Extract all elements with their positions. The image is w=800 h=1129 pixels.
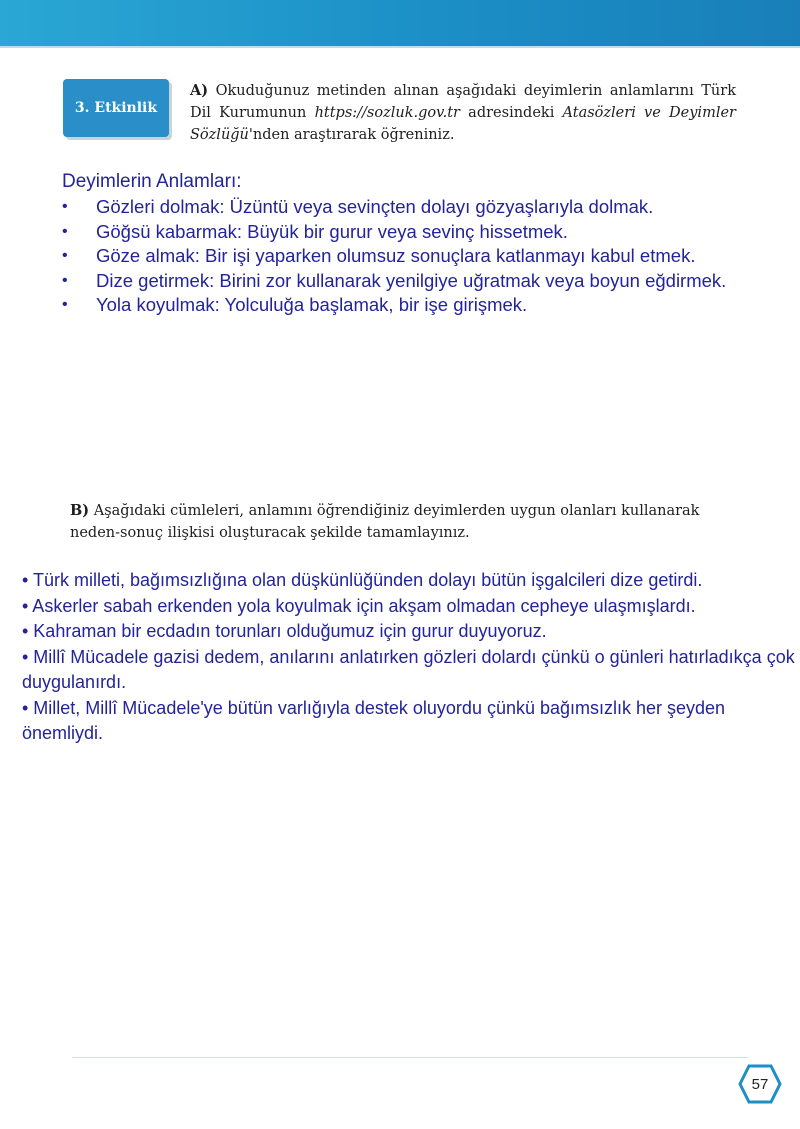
bullet: •: [62, 222, 68, 240]
activity-badge-label: 3. Etkinlik: [74, 100, 158, 116]
completed-sentences-list: [22, 568, 797, 747]
part-a-text-2: adresindeki: [459, 105, 563, 121]
idiom-meanings-list: [62, 195, 792, 318]
list-item: [62, 293, 792, 318]
bullet: •: [62, 247, 68, 264]
part-b-text: Aşağıdaki cümleleri, anlamını öğrendiğiniz deyimlerden uygun olanları kullanarak neden-sonuç ilişkisi oluşturacak şekilde tamamlayınız.: [70, 503, 700, 541]
activity-badge: [63, 79, 169, 137]
list-item: [62, 195, 792, 220]
page-number: 57: [751, 1075, 769, 1093]
list-item: • Kahraman bir ecdadın torunları olduğumuz için gurur duyuyoruz.: [22, 621, 547, 641]
part-a-instructions: [190, 80, 736, 146]
list-item: [62, 269, 792, 294]
list-item: [62, 220, 792, 245]
page-number-badge: [738, 1064, 782, 1104]
part-b-label: B): [70, 502, 90, 519]
list-item: [62, 244, 792, 269]
bullet: •: [62, 296, 68, 313]
list-item-text: Dize getirmek: Birini zor kullanarak yenilgiye uğratmak veya boyun eğdirmek.: [96, 269, 727, 291]
list-item-text: Gözleri dolmak: Üzüntü veya sevinçten dolayı gözyaşlarıyla dolmak.: [96, 196, 654, 217]
header-bar: [0, 0, 800, 46]
header-divider: [0, 46, 800, 48]
part-a-url: https://sozluk.gov.tr: [314, 105, 460, 121]
list-item-text: Göze almak: Bir işi yaparken olumsuz sonuçlara katlanmayı kabul etmek.: [96, 245, 696, 266]
idiom-meanings-title: Deyimlerin Anlamları:: [62, 171, 242, 192]
bullet: •: [62, 271, 68, 289]
part-b-instructions: [70, 500, 750, 544]
list-item: • Millet, Millî Mücadele'ye bütün varlığıyla destek oluyordu çünkü bağımsızlık her şeyden önemliydi.: [22, 697, 726, 743]
part-a-text-1: Okuduğunuz metinden alınan aşağıdaki deyimlerin anlamlarını Türk Dil Kurumunun: [190, 83, 736, 121]
part-a-text-3: 'nden araştırarak öğreniniz.: [248, 127, 455, 143]
list-item: • Millî Mücadele gazisi dedem, anılarını anlatırken gözleri dolardı çünkü o günleri hatırladıkça çok duygulanırdı.: [22, 646, 795, 692]
footer-divider: [72, 1057, 748, 1058]
bullet: •: [62, 198, 68, 215]
part-a-label: A): [190, 82, 209, 99]
list-item: • Askerler sabah erkenden yola koyulmak için akşam olmadan cepheye ulaşmışlardı.: [22, 595, 696, 616]
list-item-text: Göğsü kabarmak: Büyük bir gurur veya sevinç hissetmek.: [96, 220, 568, 242]
list-item: • Türk milleti, bağımsızlığına olan düşkünlüğünden dolayı bütün işgalcileri dize getirdi.: [22, 570, 703, 590]
part-a-source: Atasözleri ve Deyimler Sözlüğü: [190, 105, 736, 143]
list-item-text: Yola koyulmak: Yolculuğa başlamak, bir işe girişmek.: [96, 294, 528, 315]
